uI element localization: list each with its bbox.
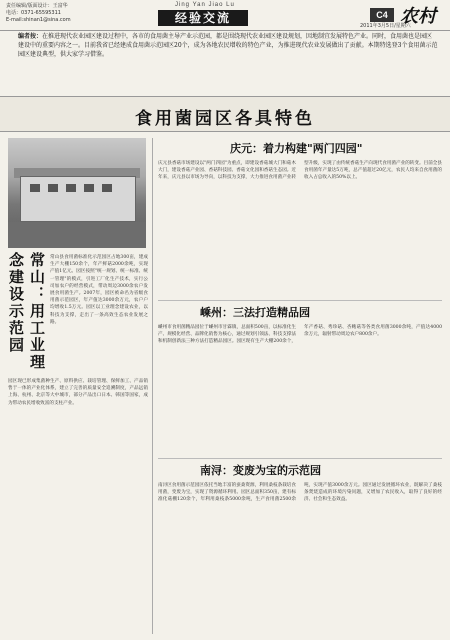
article-shengzhou: 嵊州市食用菌精品园位于嵊州市甘霖镇，总面积500亩，以标准化生产、规模化经营、品牌化销售为核心，通过规划引领法、科技支撑法和机制创新法三种方法打造精品园区。园区现有生产大棚200余个，年产香菇、秀珍菇、杏鲍菇等各类食用菌3000余吨，产值达4000余万元，辐射带动周边农户800余户。 [158,325,442,345]
left-column-body: 园区现已形成集菌种生产、原料供应、栽培管理、保鲜加工、产品销售于一体的产业化体系，建立了完善的质量安全追溯制度，产品远销上海、杭州、北京等大中城市，部分产品出口日本、韩国等国家，成为带动农民增收致富的支柱产业。 [8,379,148,406]
column-divider [152,138,153,634]
page-number: C4 [370,8,394,22]
section-pinyin: Jing Yan Jiao Lu [175,2,235,8]
editor-note-label: 编者按： [18,33,43,40]
newspaper-masthead: 农村 [400,6,436,27]
issue-date: 2011年3月5日/星期六 [360,23,411,29]
sidebar-headline: 常山：用工业理念建设示范园 [7,252,46,371]
phone-line: 电话：0371-65595311 [6,10,61,16]
editor-note [18,32,438,59]
sidebar-article-text: 常山县食用菌标准化示范园区占地300亩，建成生产大棚150余个，年产鲜菇2000余吨，实现产值1亿元。园区按照"统一规划、统一标准、统一管理"的模式，引进工厂化生产技术，实行公司加农户的经营模式，带动周边3000余农户发展食用菌生产。2007年，园区被命名为省级食用菌示范园区，年产值达3000余万元，农户户均增收1.5万元。园区以工业理念建设农业，以科技为支撑，走出了一条高效生态农业发展之路。 [50,255,148,325]
article-nanxun: 南浔区食用菌示范园区依托当地丰富的蚕桑资源，利用桑枝条栽培食用菌，变废为宝，实现了资源循环利用。园区总面积350亩，建有标准化菇棚120余个，年利用桑枝条5000余吨，生产食用菌2500余吨，实现产值3000余万元。园区通过发展循环农业，既解决了桑枝条焚烧造成的环境污染问题，又增加了农民收入，取得了良好的经济、社会和生态效益。 [158,483,442,503]
section-title: 经验交流 [158,10,248,26]
section-divider [158,300,442,301]
page-header [0,0,450,31]
mushroom-park-photo [8,138,146,248]
email-line: E-mail:shinan1@sina.com [6,17,71,23]
subhead-shengzhou: 嵊州：三法打造精品园 [200,306,310,319]
section-divider [158,458,442,459]
editor-line: 责任编辑/版面设计：王富华 [6,3,68,9]
article-qingyuan: 庆元县香菇市场建设以"两门四园"为重点，即建设香菇城大门和菇木大门，建设香菇产业园、香菇科技园、香菇文化园和香菇生态园。近年来，庆元县以市场为导向，以科技为支撑，大力推进食用菌产业转型升级，实现了由传统香菇生产向现代食用菌产业的转变。目前全县食用菌年产量达5万吨，总产值超过20亿元，农民人均来自食用菌的收入占总收入的50%以上。 [158,161,442,181]
subhead-qingyuan: 庆元：着力构建"两门四园" [230,142,363,155]
subhead-nanxun: 南浔：变废为宝的示范园 [200,464,321,477]
main-headline: 食用菌园区各具特色 [135,109,315,129]
editor-note-text: 在推进现代农业园区建设过程中，各市的食用菌主导产业示范园，都是围绕现代农业园区建设规划，因地制宜发展特色产业。同时，食用菌也是园区建设中的重要内容之一。目前我省已经建成食用菌示范园区20个，成为各地农民增收的特色产业，为推进现代农业发展做出了贡献。本期特选登3个食用菌示范园区建设典型，供大家学习借鉴。 [18,33,438,58]
editor-contact-block [6,3,71,24]
